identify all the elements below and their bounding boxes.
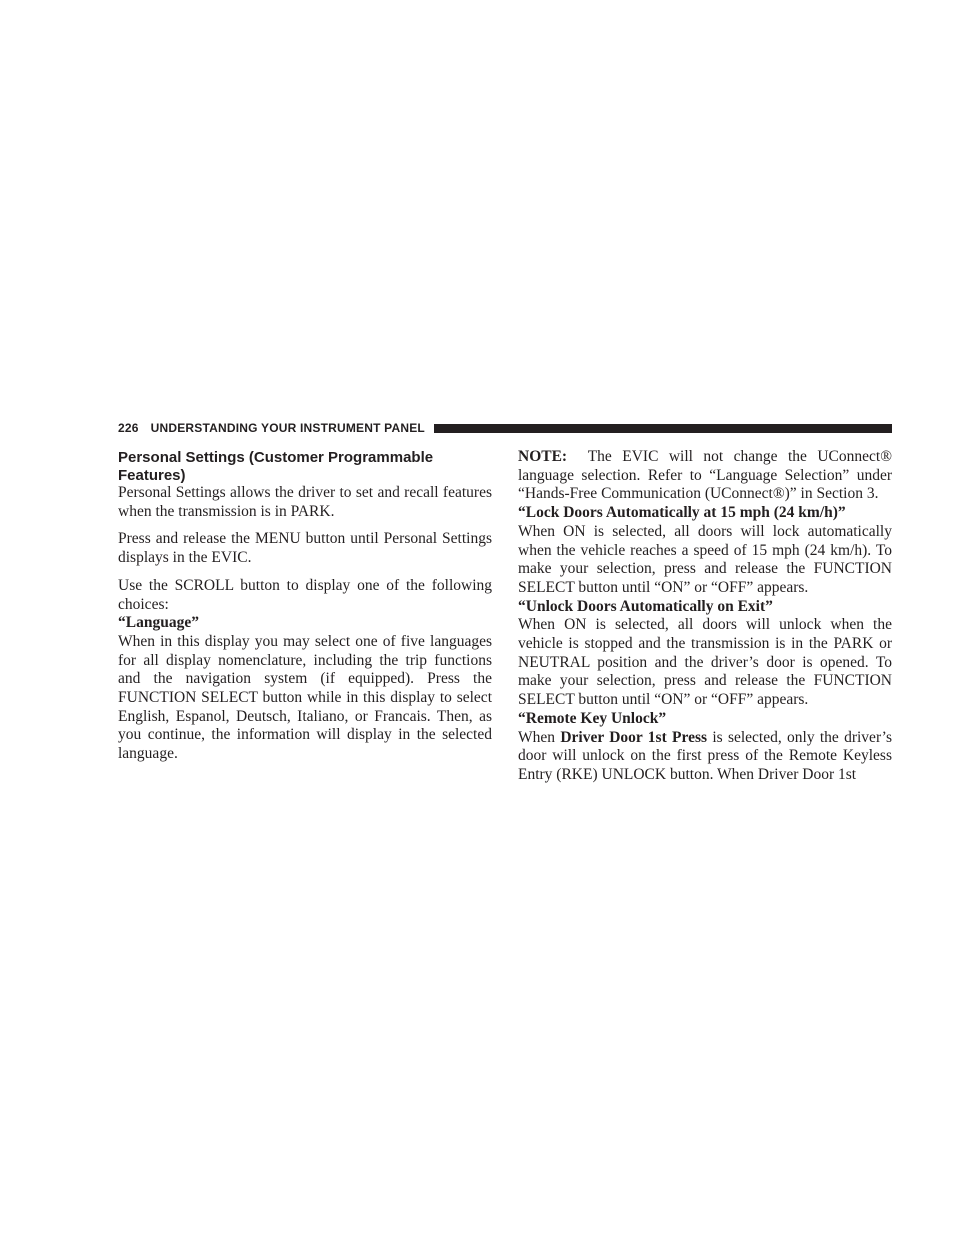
- section-heading-line2: Features): [118, 466, 186, 484]
- menu-paragraph: Press and release the MENU button until Personal Settings displays in the EVIC.: [118, 530, 492, 567]
- lock-doors-heading: “Lock Doors Automatically at 15 mph (24 km/h)”: [518, 504, 846, 522]
- remote-bold-term: Driver Door 1st Press: [560, 728, 708, 746]
- unlock-doors-paragraph: When ON is selected, all doors will unlock when the vehicle is stopped and the transmission is in the PARK or NEUTRAL position and the driver’s door is opened. To make your selection, press and release the FUNCTION SELECT button until “ON” or “OFF” appears.: [518, 616, 892, 709]
- unlock-doors-heading: “Unlock Doors Automatically on Exit”: [518, 597, 773, 615]
- remote-text-before: When: [518, 728, 556, 746]
- section-heading-line1: Personal Settings (Customer Programmable: [118, 449, 434, 466]
- remote-key-paragraph: [518, 729, 892, 785]
- section-title: UNDERSTANDING YOUR INSTRUMENT PANEL: [150, 421, 425, 435]
- language-heading: “Language”: [118, 614, 199, 632]
- language-paragraph: When in this display you may select one of five languages for all display nomenclature, including the trip functions and the navigation system (if equipped). Press the FUNCTION SELECT button while in this display to select English, Espanol, Deutsch, Italiano, or Francais. Then, as you continue, the information will display in the selected language.: [118, 632, 492, 763]
- remote-key-heading: “Remote Key Unlock”: [518, 709, 667, 727]
- note-text: The EVIC will not change the UConnect® language selection. Refer to “Language Selection” under “Hands-Free Communication (UConnect®)” in Section 3.: [518, 448, 892, 503]
- scroll-paragraph: Use the SCROLL button to display one of the following choices:: [118, 576, 492, 613]
- section-heading: [118, 448, 492, 484]
- remote-text-after: is selected, only the driver’s door will unlock on the first press of the Remote Keyless Entry (RKE) UNLOCK button. When Driver Door 1st: [518, 728, 893, 783]
- note-paragraph: [518, 448, 892, 504]
- note-label: NOTE:: [518, 448, 568, 465]
- right-column: [518, 448, 892, 785]
- page-number: 226: [118, 421, 139, 435]
- page-header: [118, 420, 892, 436]
- header-rule: [434, 424, 892, 433]
- intro-paragraph: Personal Settings allows the driver to set and recall features when the transmission is in PARK.: [118, 484, 492, 520]
- lock-doors-paragraph: When ON is selected, all doors will lock automatically when the vehicle reaches a speed of 15 mph (24 km/h). To make your selection, press and release the FUNCTION SELECT button until “ON” or “OFF” appears.: [518, 522, 892, 596]
- left-column: [118, 448, 492, 764]
